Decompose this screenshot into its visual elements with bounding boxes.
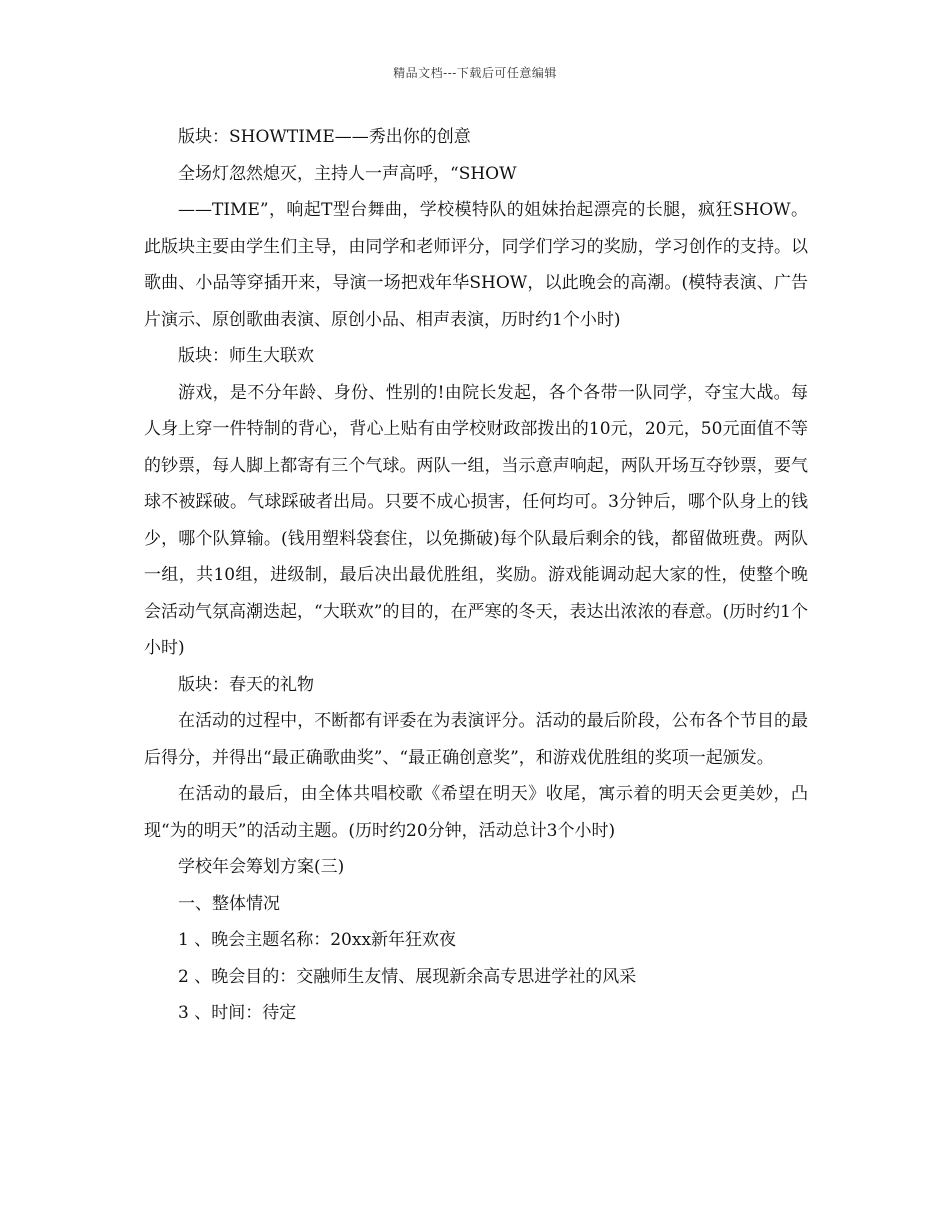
document-body [144, 119, 808, 1032]
paragraph: 在活动的过程中，不断都有评委在为表演评分。活动的最后阶段，公布各个节目的最后得分，并得出“最正确歌曲奖”、“最正确创意奖”，和游戏优胜组的奖项一起颁发。 [144, 711, 808, 768]
paragraph: 在活动的最后，由全体共唱校歌《希望在明天》收尾，寓示着的明天会更美妙，凸现“为的明天”的活动主题。(历时约20分钟，活动总计3个小时) [144, 784, 808, 841]
section-heading-showtime: 版块：SHOWTIME——秀出你的创意 [178, 127, 471, 147]
paragraph: 全场灯忽然熄灭，主持人一声高呼，“SHOW [178, 163, 517, 184]
list-item: 3 、时间：待定 [178, 1003, 297, 1023]
paragraph: 游戏，是不分年龄、身份、性别的!由院长发起，各个各带一队同学，夺宝大战。每人身上穿一件特制的背心，背心上贴有由学校财政部拨出的10元，20元，50元面值不等的钞票，每人脚上都寄有三个气球。两队一组，当示意声响起，两队开场互夺钞票，要气球不被踩破。气球踩破者出局。只要不成心损害，任何均可。3分钟后，哪个队身上的钱少，哪个队算输。(钱用塑料袋套住，以免撕破)每个队最后剩余的钱，都留做班费。两队一组，共10组，进级制，最后决出最优胜组，奖励。游戏能调动起大家的性，使整个晚会活动气氛高潮迭起，“大联欢”的目的，在严寒的冬天，表达出浓浓的春意。(历时约1个小时) [144, 382, 808, 658]
section-heading-spring-gift: 版块：春天的礼物 [178, 674, 314, 695]
section-heading-overview: 一、整体情况 [178, 893, 280, 914]
section-heading-teacher-student: 版块：师生大联欢 [178, 346, 314, 366]
plan-title: 学校年会筹划方案(三) [178, 857, 345, 877]
list-item: 2 、晚会目的：交融师生友情、展现新余高专思进学社的风采 [178, 966, 637, 987]
list-item: 1 、晚会主题名称：20xx新年狂欢夜 [178, 930, 457, 950]
page-header: 精品文档---下载后可任意编辑 [393, 66, 557, 80]
paragraph: ——TIME”，响起T型台舞曲，学校模特队的姐妹抬起漂亮的长腿，疯狂SHOW。此版块主要由学生们主导，由同学和老师评分，同学们学习的奖励，学习创作的支持。以歌曲、小品等穿插开来，导演一场把戏年华SHOW，以此晚会的高潮。(模特表演、广告片演示、原创歌曲表演、原创小品、相声表演，历时约1个小时) [144, 200, 808, 330]
